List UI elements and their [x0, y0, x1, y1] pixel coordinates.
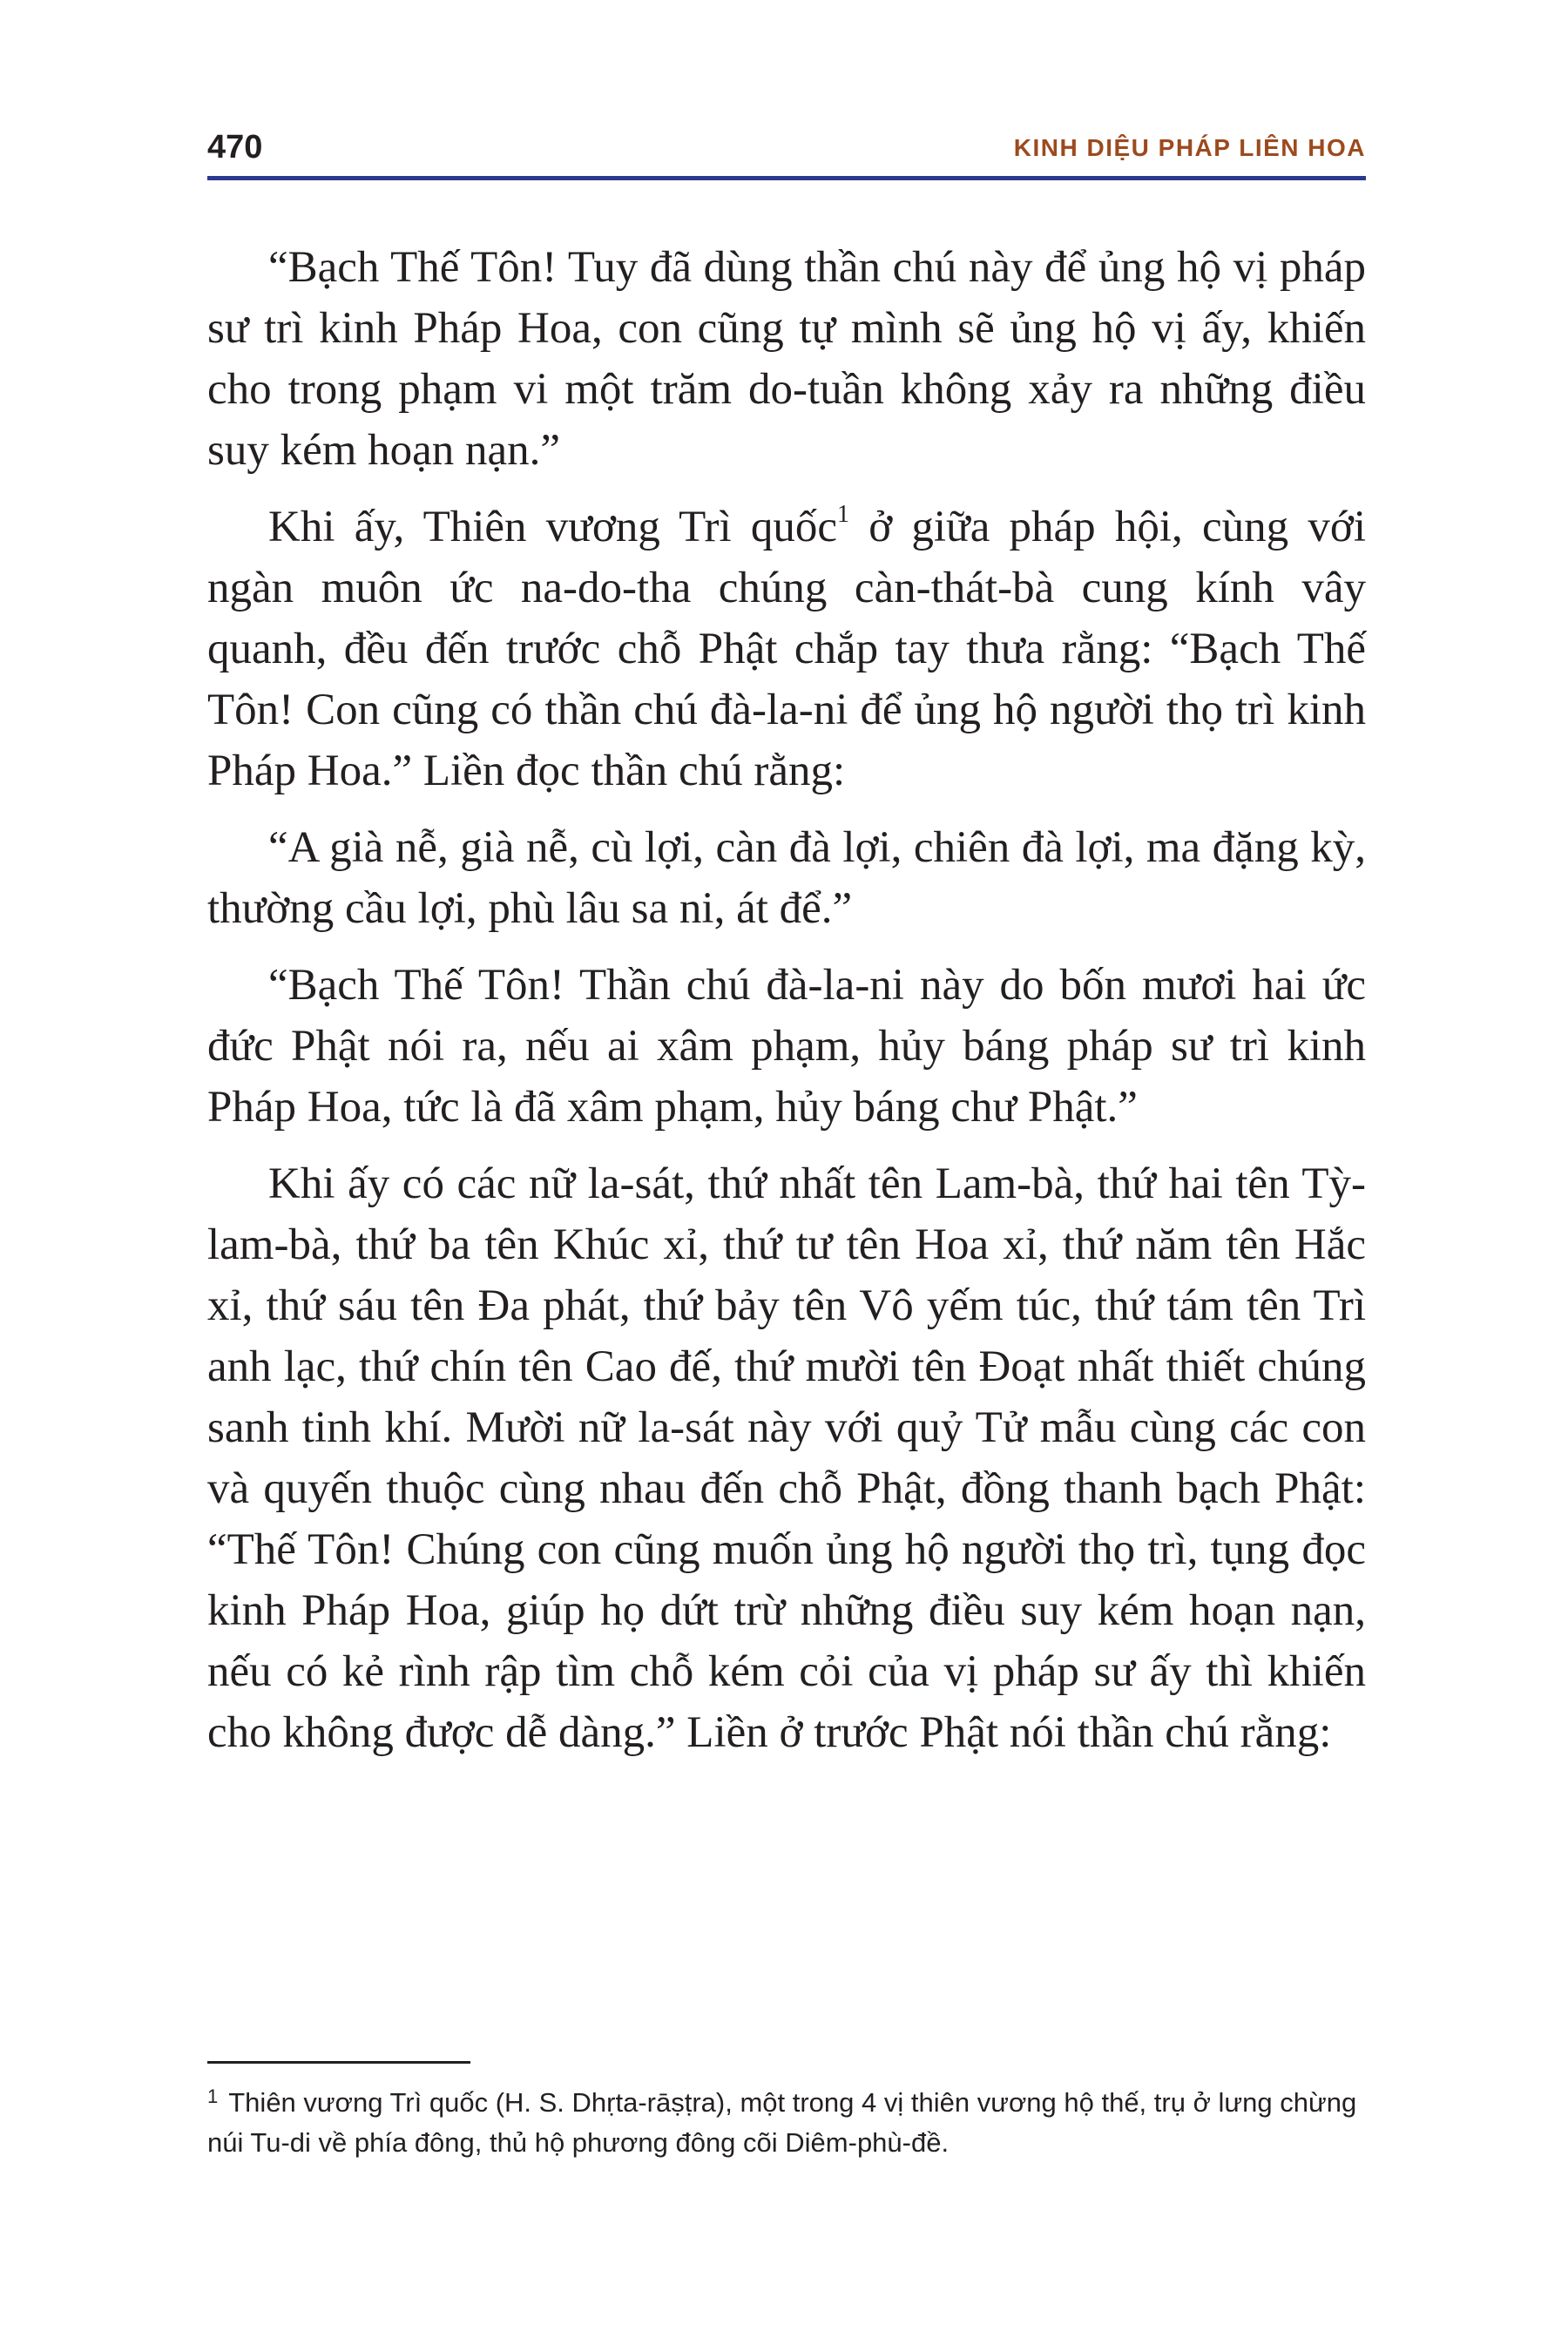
footnote: [207, 2077, 1366, 2163]
paragraph-2-text-before: Khi ấy, Thiên vương Trì quốc: [268, 503, 837, 551]
running-title: KINH DIỆU PHÁP LIÊN HOA: [1013, 134, 1366, 161]
page-number: 470: [207, 129, 263, 166]
page-header: [207, 129, 1366, 181]
paragraph-1: “Bạch Thế Tôn! Tuy đã dùng thần chú này để ủng hộ vị pháp sư trì kinh Pháp Hoa, con cũng tự mình sẽ ủng hộ vị ấy, khiến cho trong phạm vi một trăm do-tuần không xảy ra những điều suy kém hoạn nạn.”: [207, 243, 1366, 475]
paragraph-2: [207, 497, 1366, 801]
paragraph-5: Khi ấy có các nữ la-sát, thứ nhất tên Lam-bà, thứ hai tên Tỳ-lam-bà, thứ ba tên Khúc xỉ, thứ tư tên Hoa xỉ, thứ năm tên Hắc xỉ, thứ sáu tên Đa phát, thứ bảy tên Vô yếm túc, thứ tám tên Trì anh lạc, thứ chín tên Cao đế, thứ mười tên Đoạt nhất thiết chúng sanh tinh khí. Mười nữ la-sát này với quỷ Tử mẫu cùng các con và quyến thuộc cùng nhau đến chỗ Phật, đồng thanh bạch Phật: “Thế Tôn! Chúng con cũng muốn ủng hộ người thọ trì, tụng đọc kinh Pháp Hoa, giúp họ dứt trừ những điều suy kém hoạn nạn, nếu có kẻ rình rập tìm chỗ kém cỏi của vị pháp sư ấy thì khiến cho không được dễ dàng.” Liền ở trước Phật nói thần chú rằng:: [207, 1159, 1366, 1757]
paragraph-3: “A già nễ, già nễ, cù lợi, càn đà lợi, chiên đà lợi, ma đặng kỳ, thường cầu lợi, phù lâu sa ni, át để.”: [207, 823, 1366, 933]
footnote-text: Thiên vương Trì quốc (H. S. Dhṛta-rāṣṭra), một trong 4 vị thiên vương hộ thế, trụ ở lưng chừng núi Tu-di về phía đông, thủ hộ phương đông cõi Diêm-phù-đề.: [207, 2087, 1357, 2158]
header-rule: [207, 176, 1366, 180]
paragraph-2-text-after: ở giữa pháp hội, cùng với ngàn muôn ức na-do-tha chúng càn-thát-bà cung kính vây quanh, đều đến trước chỗ Phật chắp tay thưa rằng: “Bạch Thế Tôn! Con cũng có thần chú đà-la-ni để ủng hộ người thọ trì kinh Pháp Hoa.” Liền đọc thần chú rằng:: [207, 503, 1366, 795]
footnote-rule: [207, 2061, 470, 2064]
footnote-mark: 1: [207, 2085, 219, 2107]
paragraph-4: “Bạch Thế Tôn! Thần chú đà-la-ni này do bốn mươi hai ức đức Phật nói ra, nếu ai xâm phạm, hủy báng pháp sư trì kinh Pháp Hoa, tức là đã xâm phạm, hủy báng chư Phật.”: [207, 961, 1366, 1132]
body-text: [207, 237, 1366, 1779]
footnote-reference[interactable]: 1: [837, 501, 849, 528]
